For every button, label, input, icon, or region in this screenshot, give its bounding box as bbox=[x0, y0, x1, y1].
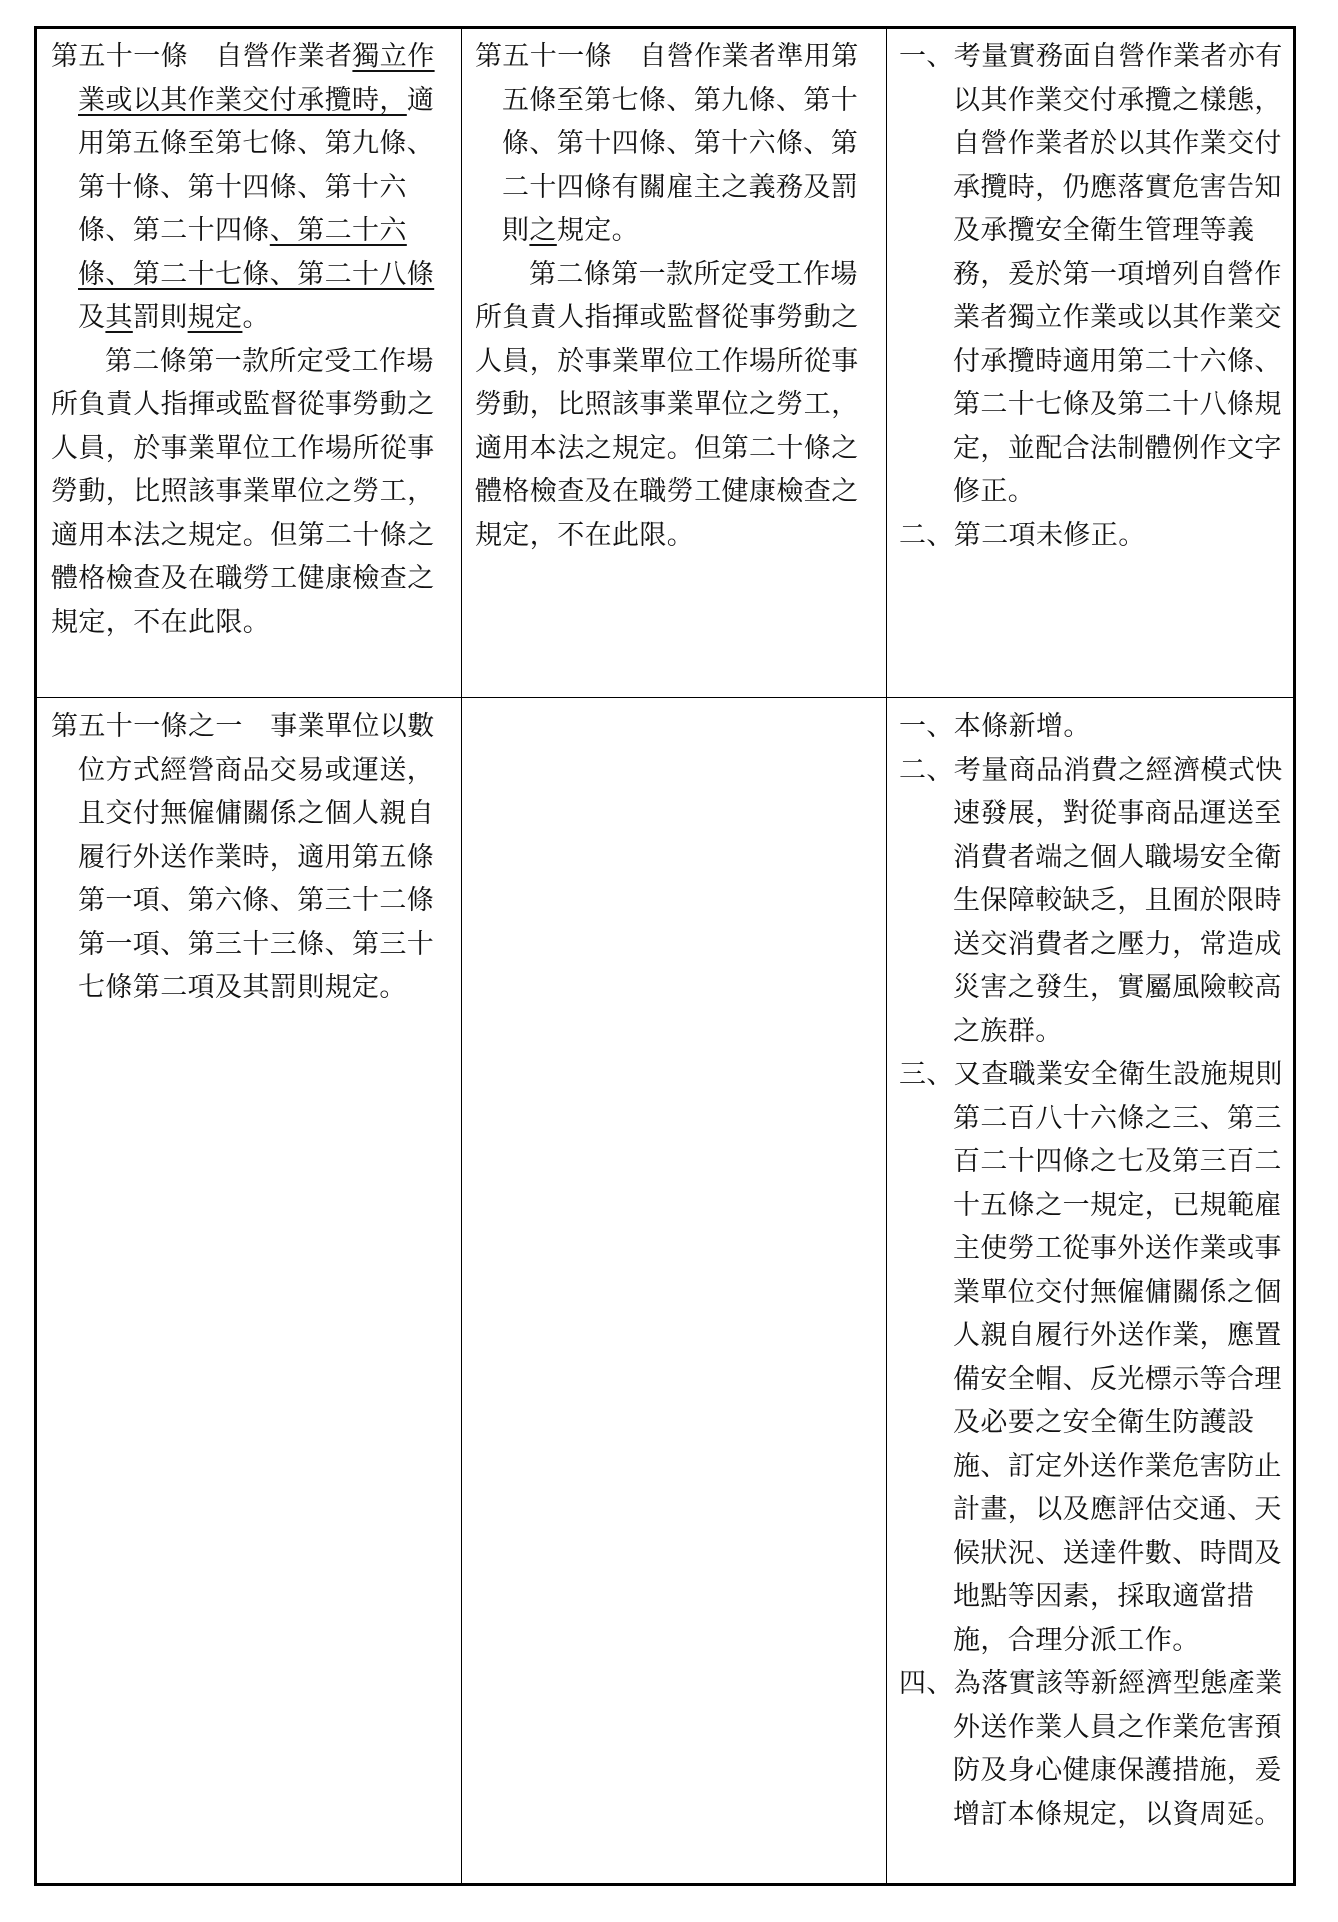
article-text-segment: 用第五條至第七條、第九條、第十條、第十四條、第十六條、第二十四條 bbox=[78, 128, 435, 246]
article-text-segment: 及 bbox=[78, 302, 106, 333]
explanation-item-2: 二、第二項未修正。 bbox=[899, 519, 1146, 551]
amended-text-underlined: 獨立作業或以其作業交付承攬時， bbox=[78, 41, 435, 116]
explanation-cell bbox=[899, 35, 1289, 557]
explanation-item-1: 一、本條新增。 bbox=[899, 711, 1091, 742]
explanation-cell bbox=[899, 705, 1289, 1836]
column-divider bbox=[461, 29, 462, 1883]
explanation-item-2: 二、考量商品消費之經濟模式快速發展，對從事商品運送至消費者端之個人職場安全衛生保障較缺乏，且囿於限時送交消費者之壓力，常造成災害之發生，實屬風險較高之族群。 bbox=[899, 754, 1283, 1047]
amended-article-cell bbox=[51, 705, 451, 1010]
current-article-51-para-1 bbox=[475, 35, 875, 253]
article-text-segment: 。 bbox=[242, 302, 270, 333]
current-article-cell bbox=[475, 35, 875, 557]
amended-article-51-para-2: 第二條第一款所定受工作場所負責人指揮或監督從事勞動之人員，於事業單位工作場所從事勞動，比照該事業單位之勞工，適用本法之規定。但第二十條之體格檢查及在職勞工健康檢查之規定，不在此限。 bbox=[51, 345, 435, 638]
article-text-segment: 第五十一條 自營作業者準用第五條至第七條、第九條、第十條、第十四條、第十六條、第二十四條有關雇主之義務及罰則 bbox=[475, 41, 859, 246]
comparison-table bbox=[34, 26, 1296, 1886]
amended-text-underlined: 規定 bbox=[187, 302, 243, 333]
article-text-segment: 第五十一條 自營作業者 bbox=[51, 41, 353, 72]
explanation-item-1: 一、考量實務面自營作業者亦有以其作業交付承攬之樣態，自營作業者於以其作業交付承攬時，仍應落實危害告知及承攬安全衛生管理等義務，爰於第一項增列自營作業者獨立作業或以其作業交付承攬時適用第二十六條、第二十七條及第二十八條規定，並配合法制體例作文字修正。 bbox=[899, 41, 1283, 507]
amended-text-underlined: 之 bbox=[529, 215, 557, 246]
amended-text-underlined: 、第二十六條、第二十七條、第二十八條 bbox=[78, 215, 435, 290]
amended-text-underlined: 其 bbox=[105, 302, 133, 333]
amended-article-51-para-1 bbox=[51, 35, 451, 340]
article-text-segment: 規定。 bbox=[556, 215, 640, 246]
amended-article-cell bbox=[51, 35, 451, 644]
current-article-51-para-2: 第二條第一款所定受工作場所負責人指揮或監督從事勞動之人員，於事業單位工作場所從事勞動，比照該事業單位之勞工，適用本法之規定。但第二十條之體格檢查及在職勞工健康檢查之規定，不在此限。 bbox=[475, 258, 859, 551]
explanation-item-3: 三、又查職業安全衛生設施規則第二百八十六條之三、第三百二十四條之七及第三百二十五條之一規定，已規範雇主使勞工從事外送作業或事業單位交付無僱傭關係之個人親自履行外送作業，應置備安全帽、反光標示等合理及必要之安全衛生防護設施、訂定外送作業危害防止計畫，以及應評估交通、天候狀況、送達件數、時間及地點等因素，採取適當措施，合理分派工作。 bbox=[899, 1059, 1283, 1656]
amended-article-51-1-para-1: 第五十一條之一 事業單位以數位方式經營商品交易或運送，且交付無僱傭關係之個人親自履行外送作業時，適用第五條第一項、第六條、第三十二條第一項、第三十三條、第三十七條第二項及其罰則規定。 bbox=[51, 711, 435, 1003]
article-text-segment: 適 bbox=[406, 84, 435, 116]
column-divider bbox=[886, 29, 887, 1883]
row-divider bbox=[37, 697, 1293, 698]
article-text-segment: 罰則 bbox=[132, 302, 188, 333]
explanation-item-4: 四、為落實該等新經濟型態產業外送作業人員之作業危害預防及身心健康保護措施，爰增訂本條規定，以資周延。 bbox=[899, 1668, 1283, 1830]
